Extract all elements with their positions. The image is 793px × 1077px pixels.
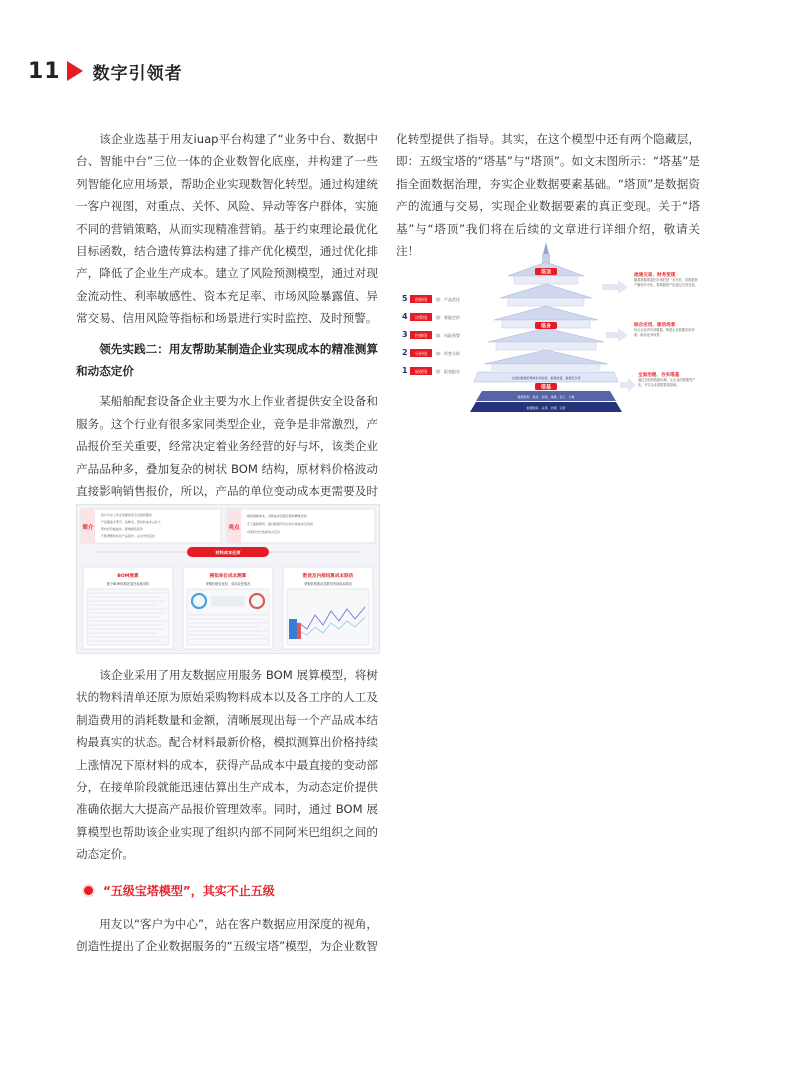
level-number: 1 [402, 366, 408, 375]
base-text: 数据服务、应用、治理、运营 [526, 406, 566, 410]
level-number: 2 [402, 348, 408, 357]
level-desc: 如：产品优化 [436, 297, 460, 302]
section-title: “五级宝塔模型”，其实不止五级 [103, 884, 275, 898]
level-number: 5 [402, 294, 408, 303]
left-column-top [76, 128, 378, 525]
level-desc: 如：经营分析 [436, 351, 460, 356]
intro-label: 简介 [82, 525, 94, 531]
intro-line: · 客户为水上作业者提供安全设备和服务 [99, 513, 152, 517]
bullet-icon [84, 886, 93, 895]
arrow-right-icon [620, 378, 636, 392]
bom-figure [76, 504, 380, 654]
five-level-pagoda-figure [396, 240, 702, 418]
features-line: · 模拟测算成本，采购成本直观呈现和精准把控 [245, 514, 307, 518]
level-number: 4 [402, 312, 408, 321]
paragraph: 该企业选基于用友iuap平台构建了“业务中台、数据中台、智能中台”三位一体的企业数智化底座，并构建了一些列智能化应用场景，帮助企业实现数智化转型。通过构建统一客户视图，对重点、关怀、风险、异动等客户群体，实施不同的营销策略，从而实现精准营销。基于约束理论最优化目标函数，结合遗传算法构建了排产优化模型，通过优化排产，降低了企业生产成本。建立了风险预测模型，通过对现金流动性、利率敏感性、资本充足率、市场风险暴露值、异常交易、信用风险等指标和场景进行实时监控、及时预警。 [76, 132, 378, 326]
card-title: 模拟单位成本测算 [209, 574, 247, 579]
features-line: · 内部阿米巴结算动态定价 [245, 530, 280, 534]
pill-label: 材料成本还原 [215, 550, 241, 555]
card-subtitle: 采购价格变化时，成本变化情况 [205, 582, 251, 586]
level-name: 控制级 [414, 333, 428, 338]
block-title: 流通交易、财务变现 [634, 273, 676, 278]
card-title: 数货及内部结算成本联动 [302, 574, 354, 579]
page-header [28, 58, 183, 84]
arrow-icon [67, 61, 83, 81]
level-desc: 如：风险预警 [436, 333, 460, 338]
arrow-right-icon [602, 280, 628, 294]
level-desc: 如：智能定价 [436, 315, 460, 320]
level-4 [402, 312, 460, 321]
card-title: BOM展算 [117, 574, 139, 579]
level-name: 决策级 [414, 315, 428, 320]
arrow-right-icon [606, 328, 628, 342]
right-block-top [634, 271, 700, 308]
level-2 [402, 348, 460, 357]
base-text: 数据架构、集成、存储、建模、加工、计算 [517, 395, 575, 399]
level-3 [402, 330, 460, 339]
pagoda-mid-label: 塔身 [540, 323, 552, 330]
level-name: 分析级 [414, 351, 428, 356]
paragraph: 该企业采用了用友数据应用服务 BOM 展算模型，将树状的物料清单还原为原始采购物料成本以及各工序的人工及制造费用的消耗数量和金额，清晰展现出每一个产品成本结构最真实的状态。配合材料最新价格，模拟测算出价格持续上涨情况下原材料的成本，获得产品成本中最直接的变动部分，在接单阶段就能迅速估算出生产成本，为动态定价提供准确依据大大提高产品报价管理效率。同时，通过 BOM 展算模型也帮助该企业实现了组织内部不同阿米巴组织之间的动态定价。 [76, 668, 378, 862]
left-column-bottom [76, 664, 378, 866]
intro-line: · 不断调整和优化产品报价，应对市场变化 [99, 534, 155, 538]
base-text: 全面的数据治理体系和标准，数据质量，数据安全等 [511, 376, 581, 380]
card-subtitle: 基于BOM结构还原至标准用料 [106, 582, 150, 586]
level-number: 3 [402, 330, 408, 339]
level-name: 创新级 [414, 297, 428, 302]
left-column-last [76, 913, 378, 958]
right-block-bottom [638, 371, 700, 404]
pagoda-base-label: 塔基 [540, 384, 552, 391]
block-text: 通过全面的数据治理，让企业的数据资产化，夯实企业数据要素基础。 [638, 378, 696, 387]
level-5 [402, 294, 460, 303]
paragraph: 某船舶配套设备企业主要为水上作业者提供安全设备和服务。这个行业有很多家同类型企业，竞争是非常激烈，产品报价至关重要，经常决定着业务经营的好与坏，该类企业产品品种多，叠加复杂的树状 BOM 结构，原材料价格波动直接影响销售报价，所以，产品的单位变动成本更需要及时 [76, 394, 378, 499]
features-line: · 手工推算费用，通过数据平台自动计算成本及利润 [245, 522, 313, 526]
level-name: 展现级 [414, 369, 428, 374]
pagoda-top-label: 塔顶 [540, 269, 552, 276]
level-1 [402, 366, 460, 375]
block-title: 综合应用、驱动场景 [634, 323, 676, 328]
bom-figure-graphic [77, 505, 379, 653]
intro-line: · 原材料价格波动，影响销售报价 [99, 527, 143, 531]
page-title: 数字引领者 [92, 63, 183, 84]
card-subtitle: 采购价格波动及数货内部成本联动 [304, 582, 352, 586]
right-block-mid [634, 321, 700, 354]
block-text: 综合企业内外部数据，构建企业数据应用体系，驱动业务场景。 [634, 328, 695, 337]
intro-line: · 产品覆盖多型号，品种多，原材料成本占比大 [99, 520, 161, 524]
subheading: 领先实践二：用友帮助某制造企业实现成本的精准测算和动态定价 [76, 341, 378, 379]
paragraph: 用友以“客户为中心”，站在客户数据应用深度的视角，创造性提出了企业数据服务的“五级宝塔”模型，为企业数智 [76, 917, 378, 954]
block-title: 全面治理、夯实塔基 [638, 373, 680, 378]
section-heading [84, 882, 275, 899]
pagoda-graphic [396, 240, 702, 418]
paragraph: 化转型提供了指导。其实，在这个模型中还有两个隐藏层，即：五级宝塔的“塔基”与“塔顶”。如文末图所示：“塔基”是指全面数据治理，夯实企业数据要素基础。“塔顶”是数据资产的流通与交易，实现企业数据要素的真正变现。关于“塔基”与“塔顶”我们将在后续的文章进行详细介绍，敬请关注！ [396, 132, 700, 259]
page-number: 11 [28, 58, 61, 84]
level-desc: 如：报表报告 [436, 369, 460, 374]
features-label: 亮点 [228, 525, 240, 531]
block-text: 随着数据要素化市场的进一步开放，将数据资产确权并评估，将数据资产化通过交易变现。 [634, 278, 698, 287]
